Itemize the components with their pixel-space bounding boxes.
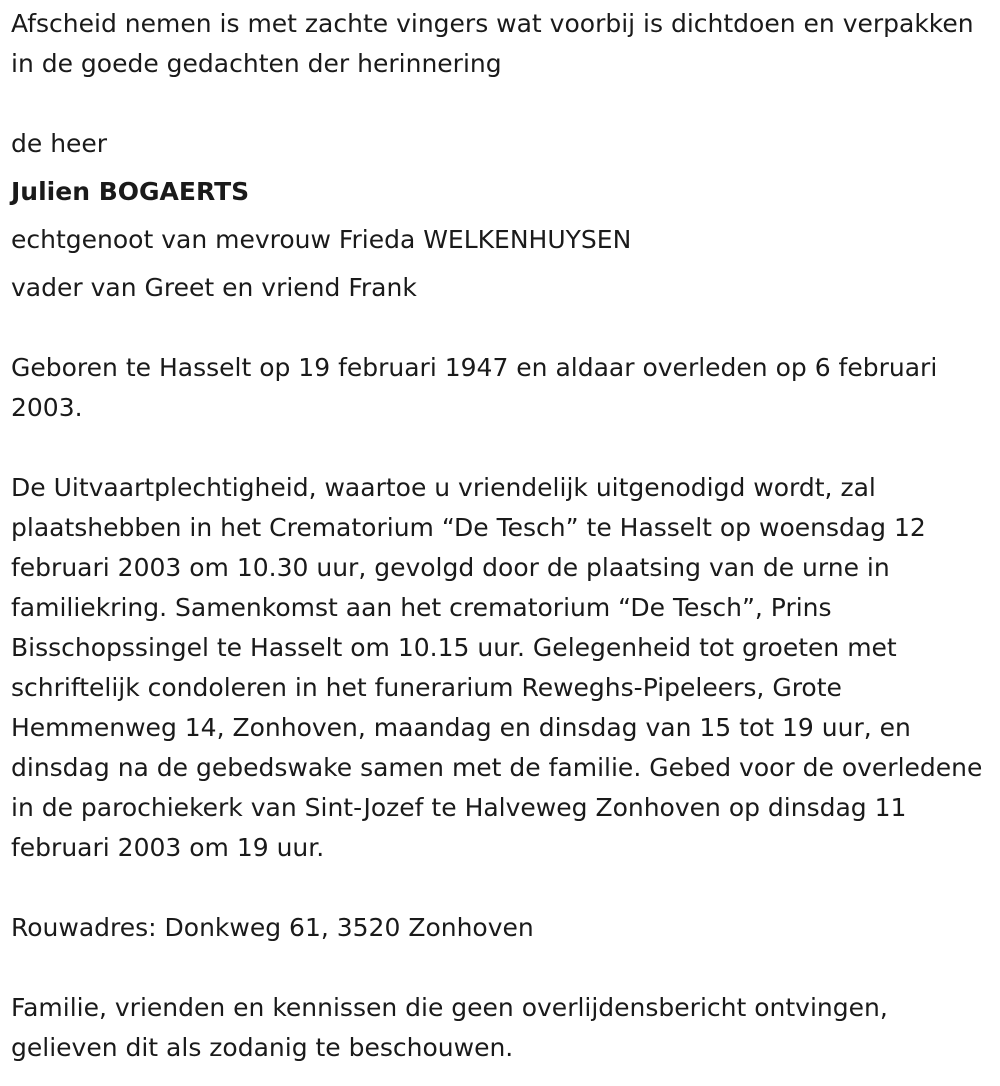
- family-line: vader van Greet en vriend Frank: [11, 273, 417, 302]
- deceased-name: Julien BOGAERTS: [11, 177, 250, 206]
- closing-paragraph: Familie, vrienden en kennissen die geen overlijdensbericht ontvingen, gelieven dit als zodanig te beschouwen.: [11, 993, 888, 1062]
- spacer: [11, 428, 996, 468]
- spacer: [11, 948, 996, 988]
- spacer: [11, 84, 996, 124]
- mourning-address: Rouwadres: Donkweg 61, 3520 Zonhoven: [11, 913, 534, 942]
- funeral-details-paragraph: De Uitvaartplechtigheid, waartoe u vriendelijk uitgenodigd wordt, zal plaatshebben in het Crematorium “De Tesch” te Hasselt op woensdag 12 februari 2003 om 10.30 uur, gevolgd door de plaatsing van de urne in familiekring. Samenkomst aan het crematorium “De Tesch”, Prins Bisschopssingel te Hasselt om 10.15 uur. Gelegenheid tot groeten met schriftelijk condoleren in het funerarium Reweghs-Pipeleers, Grote Hemmenweg 14, Zonhoven, maandag en dinsdag van 15 tot 19 uur, en dinsdag na de gebedswake samen met de familie. Gebed voor de overledene in de parochiekerk van Sint-Jozef te Halveweg Zonhoven op dinsdag 11 februari 2003 om 19 uur.: [11, 473, 983, 862]
- birth-death-paragraph: Geboren te Hasselt op 19 februari 1947 en aldaar overleden op 6 februari 2003.: [11, 353, 938, 422]
- opening-quote: Afscheid nemen is met zachte vingers wat voorbij is dichtdoen en verpakken in de goede gedachten der herinnering: [11, 9, 974, 78]
- obituary-notice: [11, 4, 996, 1068]
- spacer: [11, 868, 996, 908]
- spacer: [11, 308, 996, 348]
- salutation: de heer: [11, 129, 108, 158]
- spouse-line: echtgenoot van mevrouw Frieda WELKENHUYSEN: [11, 225, 632, 254]
